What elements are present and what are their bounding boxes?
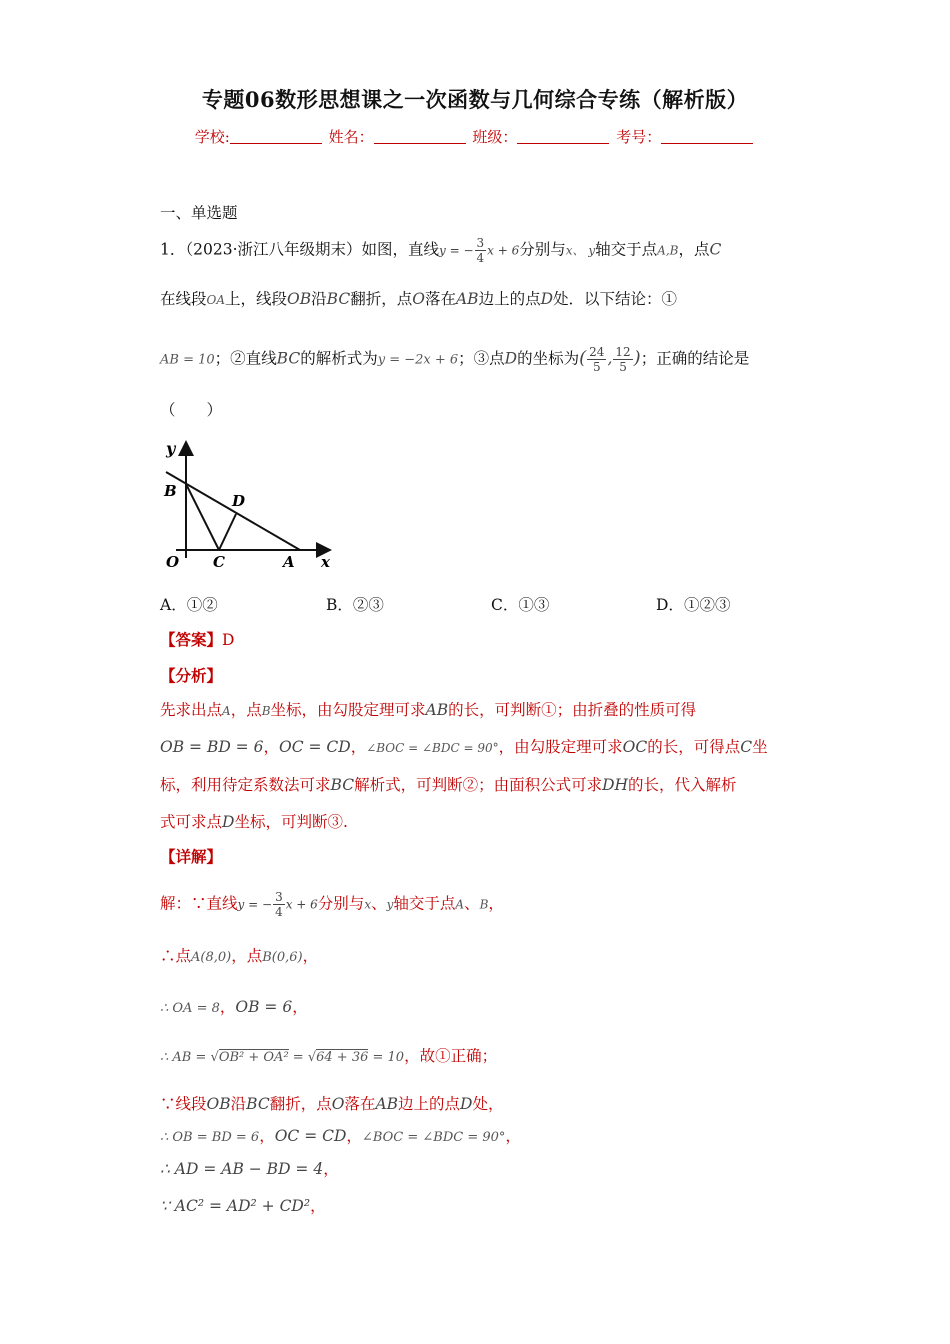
- d-text: 轴交于点: [393, 894, 456, 913]
- q-text: 在线段: [160, 290, 207, 308]
- option-b[interactable]: [326, 593, 384, 615]
- d-text: ∴点: [160, 947, 192, 965]
- a-seg: BC: [330, 776, 355, 794]
- class-blank[interactable]: [517, 129, 609, 144]
- q-text: 轴交于点: [595, 240, 658, 259]
- a-point: C: [740, 738, 753, 756]
- d-eq: OC = CD: [274, 1127, 347, 1145]
- analysis-line-1: [160, 698, 696, 720]
- d-coord: B(0,6): [262, 950, 303, 965]
- d-text: ，故①正确；: [404, 1047, 498, 1065]
- option-text: ①③: [518, 596, 550, 614]
- d-seg: AB: [375, 1095, 399, 1113]
- label-o: O: [166, 553, 180, 571]
- q-text: 分别与: [519, 240, 566, 259]
- question-line-2: [160, 287, 677, 309]
- a-text: 式可求点: [160, 813, 223, 831]
- d-eq: ∠BOC = ∠BDC = 90°: [361, 1130, 506, 1145]
- d-text: ，: [259, 1127, 275, 1145]
- q-text: ，点: [678, 240, 710, 259]
- label-a: A: [283, 553, 295, 571]
- d-text: 翻折，点: [269, 1095, 332, 1113]
- q-text: ；正确的结论是: [640, 349, 750, 368]
- analysis-line-2: OB = BD = 6，OC = CD，∠BOC = ∠BDC = 90°，由勾股定理可求OC的长，可得点C坐: [160, 738, 768, 756]
- school-label: 学校:: [194, 128, 230, 146]
- a-text: 的长，代入解析: [628, 776, 737, 794]
- detail-line-8: [160, 1194, 326, 1216]
- q-text: 边上的点: [478, 290, 541, 308]
- fraction-3-4: [475, 236, 487, 265]
- d-text: ，: [302, 947, 319, 965]
- frac-num: 24: [589, 345, 605, 359]
- detail-tag: 【详解】: [160, 847, 223, 866]
- option-letter: C．: [491, 596, 519, 614]
- d-text: ，: [488, 894, 504, 913]
- q-seg: OB: [287, 290, 312, 308]
- d-eq: y = −: [237, 897, 273, 912]
- d-text: ，: [310, 1197, 326, 1215]
- question-number: 1．: [160, 240, 186, 259]
- q-point: O: [412, 290, 425, 308]
- a-text: 先求出点: [160, 701, 223, 719]
- a-point: B: [261, 704, 271, 718]
- option-text: ②③: [352, 596, 384, 614]
- label-c: C: [213, 553, 225, 571]
- q-text: 的解析式为: [300, 349, 378, 368]
- eq-lhs: y = −: [439, 243, 474, 258]
- option-letter: D．: [656, 596, 684, 614]
- d-text: 落在: [344, 1095, 376, 1113]
- d-var: x: [364, 897, 372, 912]
- d-point: O: [331, 1095, 345, 1113]
- d-radicand: OB² + OA²: [218, 1050, 289, 1065]
- q-text: 落在: [424, 290, 456, 308]
- fraction-3-4-detail: [273, 890, 285, 919]
- detail-line-4: ∴ AB = √OB² + OA² = √64 + 36 = 10，故①正确；: [160, 1047, 498, 1065]
- d-eq: ∵ AC² = AD² + CD²: [160, 1197, 311, 1215]
- q-point: D: [504, 349, 518, 368]
- name-label: 姓名：: [328, 128, 374, 146]
- option-letter: A．: [160, 596, 187, 614]
- conclusion-2: y = −2x + 6: [377, 352, 459, 368]
- a-eq: ∠BOC = ∠BDC = 90°: [366, 741, 499, 755]
- d-eq: x + 6: [285, 897, 318, 912]
- d-eq: ∴ OA = 8: [160, 1001, 220, 1016]
- d-text: 分别与: [317, 894, 365, 913]
- d-text: ∵直线: [191, 894, 238, 913]
- d-radicand: 64 + 36: [316, 1050, 369, 1065]
- label-x: x: [321, 553, 330, 571]
- exam-label: 考号：: [616, 128, 662, 146]
- d-var: y: [386, 897, 394, 912]
- segment-cd: [219, 514, 236, 550]
- analysis-line-3: [160, 773, 737, 795]
- analysis-label: [160, 664, 222, 686]
- d-text: ，: [346, 1127, 362, 1145]
- option-text: ①②: [186, 596, 218, 614]
- d-text: 、: [464, 894, 480, 913]
- geometry-figure: [158, 434, 340, 574]
- a-text: 的长，可得点: [647, 738, 741, 756]
- d-text: 处，: [472, 1095, 504, 1113]
- a-text: 坐标，由勾股定理可求: [270, 701, 426, 719]
- a-text: 标，利用待定系数法可求: [160, 776, 331, 794]
- a-seg: AB: [425, 701, 449, 719]
- d-text: ，: [323, 1160, 339, 1178]
- conclusion-1: AB = 10: [160, 352, 215, 368]
- d-text: ，点: [231, 947, 263, 965]
- q-point-c: C: [709, 240, 722, 259]
- d-text: ，: [505, 1127, 521, 1145]
- frac-num: 12: [615, 345, 631, 359]
- q-text: 翻折，点: [350, 290, 413, 308]
- d-eq: ∴ OB = BD = 6: [160, 1130, 260, 1145]
- a-text: 坐: [752, 738, 768, 756]
- a-text: ，由勾股定理可求: [498, 738, 623, 756]
- q-text: 处．以下结论：①: [553, 290, 678, 308]
- option-c[interactable]: [491, 593, 549, 615]
- d-eq: =: [288, 1050, 308, 1065]
- d-point: D: [460, 1095, 473, 1113]
- d-text: 沿: [230, 1095, 247, 1113]
- a-point: D: [222, 813, 235, 831]
- label-b: B: [164, 482, 177, 500]
- a-seg: DH: [602, 776, 629, 794]
- q-seg: BC: [326, 290, 351, 308]
- d-text: ，: [292, 998, 308, 1016]
- q-xy: x、 y: [565, 243, 596, 258]
- a-text: 坐标，可判断③.: [234, 813, 348, 831]
- answer-value: D: [222, 631, 235, 649]
- d-eq: OB = 6: [235, 998, 293, 1016]
- eq-rhs: x + 6: [487, 243, 520, 258]
- frac-den: 4: [476, 251, 485, 265]
- question-source: （2023·浙江八年级期末）如图，直线: [185, 240, 439, 259]
- q-seg: AB: [455, 290, 479, 308]
- option-a[interactable]: [160, 593, 218, 615]
- a-eq: OC = CD: [278, 738, 351, 756]
- detail-line-6: [160, 1124, 521, 1146]
- a-seg: OC: [622, 738, 648, 756]
- detail-line-1: [160, 890, 504, 919]
- detail-line-5: [160, 1092, 504, 1114]
- a-eq: OB = BD = 6: [160, 738, 264, 756]
- page-title: 专题06数形思想课之一次函数与几何综合专练（解析版）: [201, 87, 749, 112]
- analysis-tag: 【分析】: [160, 666, 223, 685]
- d-text: ，: [219, 998, 236, 1016]
- name-blank[interactable]: [374, 129, 466, 144]
- d-text: 边上的点: [398, 1095, 461, 1113]
- a-text: ，点: [230, 701, 262, 719]
- question-line-1: [160, 236, 721, 265]
- q-text: ；③点: [458, 349, 505, 368]
- exam-blank[interactable]: [661, 129, 753, 144]
- d-eq: = 10: [368, 1050, 405, 1065]
- fraction-12-5: [613, 345, 632, 374]
- d-eq: ∴ AB =: [160, 1050, 211, 1065]
- q-seg: OA: [206, 293, 226, 307]
- option-letter: B．: [326, 596, 353, 614]
- option-d[interactable]: [656, 593, 730, 615]
- d-seg: OB: [206, 1095, 231, 1113]
- d-eq: ∴ AD = AB − BD = 4: [160, 1160, 324, 1178]
- q-text: 上，线段: [225, 290, 288, 308]
- detail-line-7: [160, 1157, 339, 1179]
- d-point: A: [455, 897, 465, 912]
- d-text: 、: [371, 894, 387, 913]
- frac-num: 3: [275, 890, 283, 904]
- frac-den: 4: [275, 905, 283, 919]
- q-point: D: [540, 290, 554, 308]
- a-text: 的长，可判断①；由折叠的性质可得: [448, 701, 697, 719]
- q-points-ab: A,B: [657, 243, 679, 258]
- label-y: y: [166, 439, 176, 458]
- school-blank[interactable]: [230, 129, 322, 144]
- analysis-line-4: [160, 810, 348, 832]
- class-label: 班级：: [472, 128, 518, 146]
- answer-label: 【答案】: [160, 630, 223, 649]
- frac-num: 3: [476, 236, 485, 250]
- d-seg: BC: [246, 1095, 270, 1113]
- q-text: 的坐标为: [517, 349, 580, 368]
- answer-line: [160, 628, 234, 650]
- question-line-3: AB = 10；②直线BC的解析式为y = −2x + 6；③点D的坐标为( $\frac{24}{5}$ , $\frac{12}{5}$ )；正确的结论是: [160, 345, 750, 374]
- d-text: ∵线段: [160, 1095, 207, 1113]
- fraction-24-5: [587, 345, 606, 374]
- section-heading: 一、单选题: [160, 204, 238, 222]
- q-text: 沿: [311, 290, 327, 308]
- detail-label: [160, 845, 222, 867]
- frac-den: 5: [619, 360, 627, 374]
- frac-den: 5: [592, 360, 601, 374]
- d-point: B: [479, 897, 489, 912]
- d-coord: A(8,0): [191, 950, 232, 965]
- option-text: ①②③: [683, 596, 731, 614]
- detail-line-3: [160, 995, 308, 1017]
- detail-line-2: [160, 944, 318, 966]
- q-text: ；②直线: [214, 349, 277, 368]
- q-seg: BC: [276, 349, 301, 368]
- d-text: 解：: [160, 894, 192, 913]
- label-d: D: [232, 492, 246, 510]
- a-point: A: [222, 704, 231, 718]
- answer-paren: （ ）: [160, 401, 223, 419]
- a-text: 解析式，可判断②；由面积公式可求: [354, 776, 603, 794]
- student-info-line: [0, 126, 950, 147]
